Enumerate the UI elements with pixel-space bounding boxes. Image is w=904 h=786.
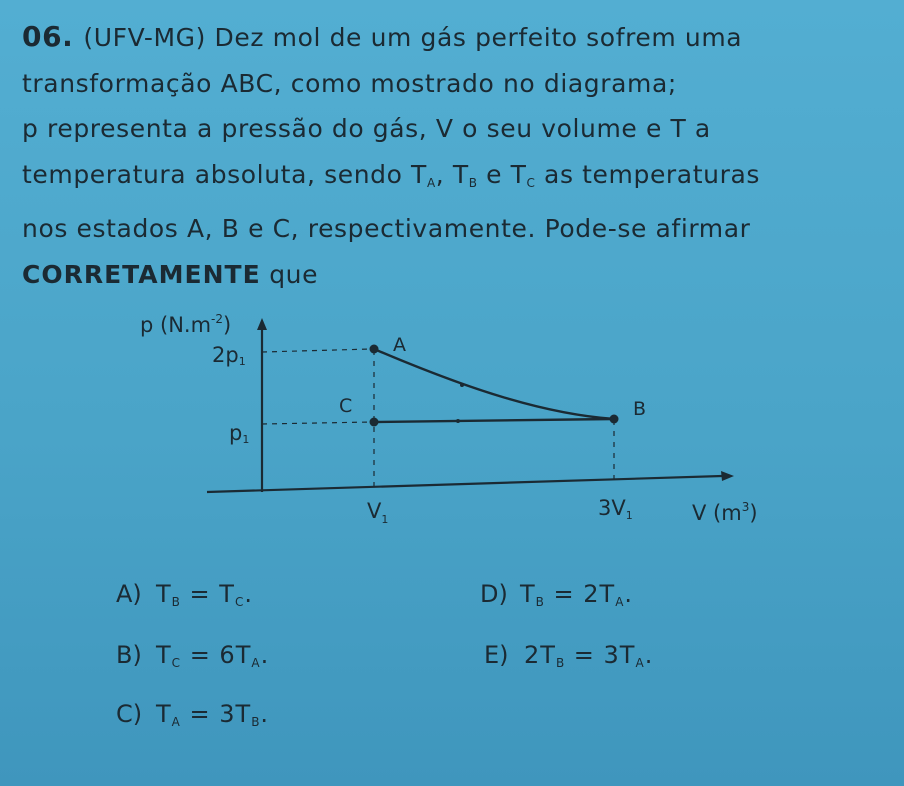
option-a[interactable]: A) $T_B = T_C$. [116, 580, 253, 609]
point-a-dot [370, 345, 379, 354]
option-c[interactable]: C) $T_A = 3T_B$. [116, 700, 270, 729]
question-line-1: 06. (UFV-MG) Dez mol de um gás perfeito sofrem uma [22, 20, 743, 53]
guide-2p1 [262, 349, 372, 352]
x-axis-label: V $(m^3)$ [692, 500, 758, 525]
y-axis-label: p $(N.m^{-2})$ [140, 312, 232, 337]
guide-p1 [262, 422, 372, 424]
question-line-5: nos estados A, B e C, respectivamente. Pode-se afirmar [22, 214, 751, 243]
emphasis-correctly: CORRETAMENTE [22, 259, 261, 289]
option-e[interactable]: E) $2T_B = 3T_A$. [484, 641, 654, 670]
point-a-label: A [393, 334, 406, 356]
arrow-mark-bc [456, 419, 460, 423]
process-a-to-b [374, 349, 614, 419]
option-b[interactable]: B) $T_C = 6T_A$. [116, 641, 270, 670]
question-number: 06. [22, 20, 74, 53]
point-c-dot [370, 418, 379, 427]
point-c-label: C [339, 395, 353, 417]
tick-label-2p1: 2p1 [212, 343, 246, 368]
tick-label-p1: p1 [229, 421, 250, 446]
question-line-4: temperatura absoluta, sendo $T_A$, $T_B$ e $T_C$ as temperaturas [22, 159, 760, 190]
tick-label-v1: $V_1$ [367, 499, 389, 526]
process-b-to-c [374, 419, 614, 422]
question-line-3: p representa a pressão do gás, V o seu volume e T a [22, 114, 711, 143]
tick-label-3v1: 3V1 [598, 496, 633, 522]
arrow-mark-ab [460, 383, 464, 387]
question-line-6: CORRETAMENTE que [22, 259, 319, 289]
point-b-dot [610, 415, 619, 424]
question-line-2: transformação ABC, como mostrado no diagrama; [22, 68, 677, 98]
x-axis [207, 476, 722, 492]
x-axis-arrow [721, 471, 734, 481]
point-b-label: B [633, 398, 647, 420]
option-d[interactable]: D) $T_B = 2T_A$. [480, 580, 634, 609]
y-axis-arrow [257, 318, 267, 330]
